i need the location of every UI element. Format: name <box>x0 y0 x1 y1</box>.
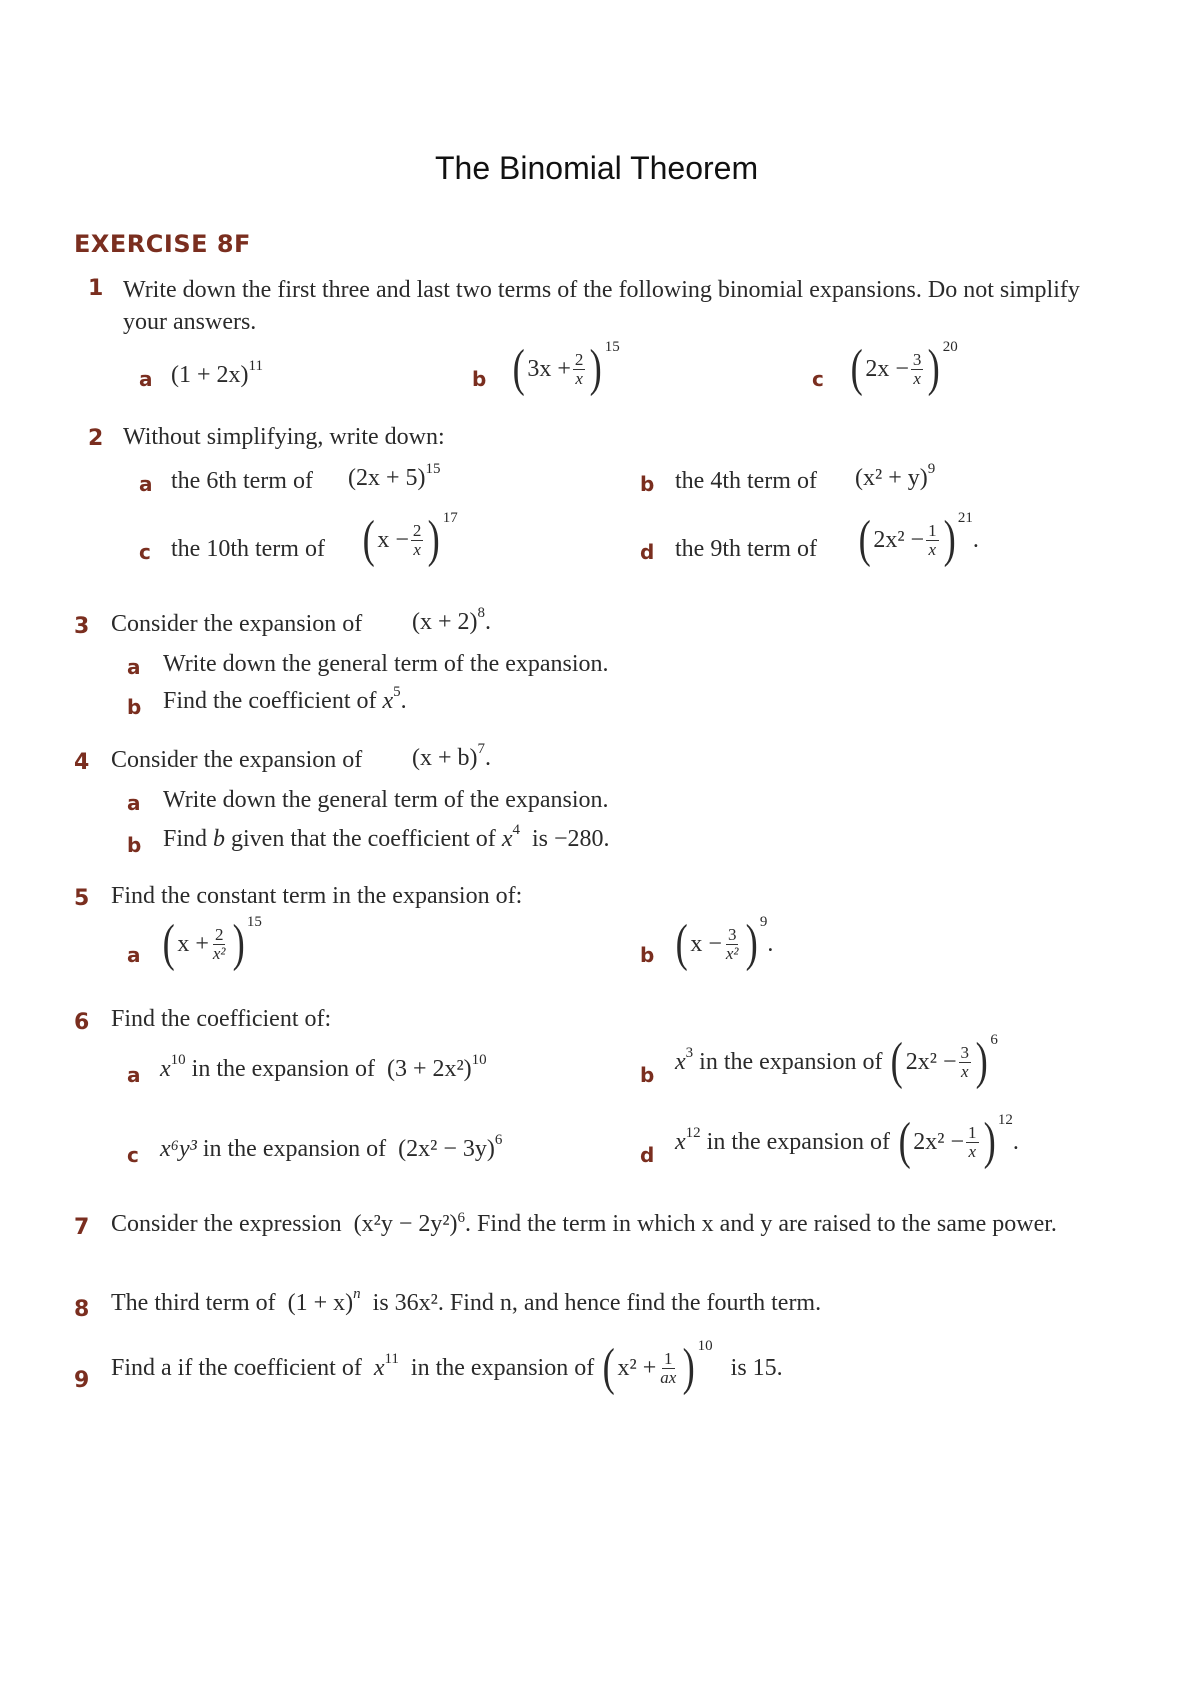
q2a-power: 15 <box>425 461 441 477</box>
q6b-variable-power: 3 <box>685 1044 694 1061</box>
q2d-denominator: x <box>928 539 937 559</box>
q7-text-1: Consider the expression <box>111 1211 342 1237</box>
q4-part-a-text: Write down the general term of the expansion. <box>163 787 609 813</box>
q5b-denominator: x² <box>725 943 739 963</box>
q4b-x: x <box>501 826 513 852</box>
q6-part-c-text <box>160 1132 503 1163</box>
q6d-left: 2x² − <box>913 1128 965 1155</box>
q2-part-d-expression: ( 2x² − $\frac{1}{x}$ ) 21 . <box>858 509 979 568</box>
q1b-left: 3x + <box>527 355 571 382</box>
q3-part-a-label: a <box>127 655 141 679</box>
q6d-numerator: 1 <box>968 1122 977 1142</box>
q2c-left: x − <box>377 526 409 553</box>
q6-part-b-text: x 3 in the expansion of ( 2x² − $\frac{3}{x}$ ) 6 <box>675 1031 998 1090</box>
q2-part-b-expression <box>855 461 936 492</box>
q2c-power: 17 <box>442 509 458 526</box>
q8-base: (1 + x) <box>287 1290 354 1316</box>
question-5-text: Find the constant term in the expansion of: <box>111 883 523 909</box>
question-number-7: 7 <box>74 1215 90 1240</box>
q6a-base: (3 + 2x²) <box>386 1056 472 1082</box>
q3-period: . <box>485 609 492 635</box>
q3-base: (x + 2) <box>412 609 478 635</box>
q2b-power: 9 <box>927 461 936 477</box>
question-number-2: 2 <box>88 426 104 451</box>
q2-part-a-label: a <box>139 472 153 496</box>
question-2-text: Without simplifying, write down: <box>123 424 445 450</box>
q6d-variable: x <box>675 1128 686 1155</box>
page-title: The Binomial Theorem <box>435 150 759 186</box>
q2a-base: (2x + 5) <box>348 465 426 491</box>
q1b-numerator: 2 <box>574 349 584 369</box>
q1c-power: 20 <box>942 338 958 355</box>
q3b-period: . <box>400 688 407 714</box>
q8-text-1: The third term of <box>111 1290 276 1316</box>
q2-part-d-label: d <box>640 540 655 564</box>
q1-part-c-label: c <box>812 367 824 391</box>
q3b-text: Find the coefficient of <box>163 688 377 714</box>
q4-power: 7 <box>477 741 486 757</box>
q5a-numerator: 2 <box>214 924 224 944</box>
q2d-numerator: 1 <box>928 520 937 540</box>
q6c-text: in the expansion of <box>202 1136 387 1162</box>
q4b-text-2: given that the coefficient of <box>231 826 496 852</box>
q1-part-b-label: b <box>472 367 487 391</box>
q5b-numerator: 3 <box>727 924 737 944</box>
q3b-power: 5 <box>393 684 401 700</box>
question-number-1: 1 <box>88 276 104 301</box>
q2-part-a-expression <box>348 461 441 492</box>
q8-text-2: is 36x². Find n, and hence find the fourth term. <box>372 1290 822 1316</box>
question-number-6: 6 <box>74 1010 90 1035</box>
q5-part-b-label: b <box>640 943 655 967</box>
q4-part-b-text <box>163 822 610 853</box>
question-number-3: 3 <box>74 614 90 639</box>
question-number-9: 9 <box>74 1368 90 1393</box>
q6b-text: in the expansion of <box>699 1048 883 1075</box>
q9-variable-power: 11 <box>384 1350 399 1367</box>
question-1-text: Write down the first three and last two terms of the following binomial expansions. Do not simplify your answers. <box>123 277 1080 335</box>
question-7-text <box>111 1207 1121 1244</box>
q1a-base: (1 + 2x) <box>171 362 249 388</box>
q5-part-b-expression: ( x − $\frac{3}{\text{x²}}$ ) 9 . <box>675 913 774 972</box>
q2-part-b-label: b <box>640 472 655 496</box>
question-4-text: Consider the expansion of <box>111 747 363 773</box>
q6d-text: in the expansion of <box>706 1128 890 1155</box>
q6-part-b-label: b <box>640 1063 655 1087</box>
q4-base: (x + b) <box>412 745 478 771</box>
q4-period: . <box>485 745 492 771</box>
q1-part-a-expression <box>171 358 263 389</box>
q4-part-a-label: a <box>127 791 141 815</box>
q6d-denominator: x <box>968 1141 977 1161</box>
q4-expression <box>412 741 492 772</box>
q6b-denominator: x <box>960 1061 969 1081</box>
q5b-left: x − <box>690 930 722 957</box>
question-6-text: Find the coefficient of: <box>111 1006 332 1032</box>
question-number-4: 4 <box>74 750 90 775</box>
q6c-variable: x⁶y³ <box>160 1136 197 1162</box>
q6c-power: 6 <box>494 1132 503 1148</box>
q4b-text-1: Find <box>163 826 208 852</box>
q6a-text: in the expansion of <box>191 1056 375 1082</box>
q6c-base: (2x² − 3y) <box>398 1136 495 1162</box>
q1c-left: 2x − <box>865 355 909 382</box>
q6b-variable: x <box>675 1048 686 1075</box>
q1-part-c-expression: ( 2x − $\frac{3}{x}$ ) 20 <box>850 338 958 397</box>
q2d-period: . <box>972 526 979 553</box>
q6b-left: 2x² − <box>905 1048 957 1075</box>
q5a-power: 15 <box>246 913 262 930</box>
q3-part-b-label: b <box>127 695 142 719</box>
q5b-power: 9 <box>759 913 768 930</box>
exercise-heading: EXERCISE 8F <box>74 230 251 258</box>
q2b-base: (x² + y) <box>855 465 928 491</box>
q6a-power: 10 <box>471 1052 487 1068</box>
question-9-text: Find a if the coefficient of x 11 in the expansion of ( x² + $\frac{1}{ax}$ ) 10 is 15. <box>111 1337 783 1396</box>
q9-text-2: in the expansion of <box>410 1354 595 1381</box>
question-3-text: Consider the expansion of <box>111 611 363 637</box>
q6b-numerator: 3 <box>960 1042 970 1062</box>
q7-text-2: . Find the term in which x and y are raised to the same power. <box>465 1211 1057 1237</box>
q7-base: (x²y − 2y²) <box>353 1211 458 1237</box>
q6d-period: . <box>1012 1128 1019 1155</box>
q6-part-c-label: c <box>127 1143 139 1167</box>
q3-part-b-text <box>163 684 407 715</box>
q5a-denominator: x² <box>212 943 226 963</box>
q9-numerator: 1 <box>664 1348 673 1368</box>
q2-part-c-expression: ( x − $\frac{2}{x}$ ) 17 <box>362 509 458 568</box>
q3-power: 8 <box>477 605 486 621</box>
q6-part-a-text <box>160 1052 487 1083</box>
q3-part-a-text: Write down the general term of the expansion. <box>163 651 609 677</box>
q3-expression <box>412 605 492 636</box>
q4-part-b-label: b <box>127 833 142 857</box>
q6-part-d-text: x 12 in the expansion of ( 2x² − $\frac{1}{x}$ ) 12 . <box>675 1111 1019 1170</box>
q9-text-3: is 15. <box>730 1354 783 1381</box>
q6a-variable: x <box>160 1056 171 1082</box>
q5-part-a-expression: ( x + $\frac{2}{\text{x²}}$ ) 15 <box>162 913 262 972</box>
q2-part-b-text: the 4th term of <box>675 468 817 494</box>
q8-power: n <box>353 1286 361 1302</box>
q1a-power: 11 <box>248 358 263 374</box>
q1b-power: 15 <box>604 338 620 355</box>
q2-part-c-text: the 10th term of <box>171 536 325 562</box>
q6b-power: 6 <box>990 1031 998 1048</box>
q2c-denominator: x <box>413 539 421 559</box>
q2-part-d-text: the 9th term of <box>675 536 817 562</box>
question-number-8: 8 <box>74 1297 90 1322</box>
q2-part-a-text: the 6th term of <box>171 468 313 494</box>
q4b-variable: b <box>213 826 226 852</box>
q9-left: x² + <box>617 1354 657 1381</box>
q9-text-1: Find a if the coefficient of <box>111 1354 362 1381</box>
q4b-power: 4 <box>512 822 520 838</box>
q1-part-b-expression: ( 3x + $\frac{2}{x}$ ) 15 <box>512 338 620 397</box>
question-8-text <box>111 1286 822 1317</box>
q9-denominator: ax <box>660 1367 677 1387</box>
q6a-variable-power: 10 <box>170 1052 186 1068</box>
q1c-numerator: 3 <box>912 349 922 369</box>
q6-part-a-label: a <box>127 1063 141 1087</box>
q2-part-c-label: c <box>139 540 151 564</box>
q3b-variable: x <box>382 688 394 714</box>
q4b-text-3: is −280. <box>531 826 610 852</box>
q6d-power: 12 <box>997 1111 1013 1128</box>
q6-part-d-label: d <box>640 1143 655 1167</box>
q2d-power: 21 <box>957 509 973 526</box>
q5b-period: . <box>767 930 774 957</box>
q6d-variable-power: 12 <box>685 1124 701 1141</box>
q2d-left: 2x² − <box>873 526 925 553</box>
q7-power: 6 <box>457 1210 466 1226</box>
q1b-denominator: x <box>575 368 583 388</box>
q9-power: 10 <box>697 1337 713 1354</box>
question-number-5: 5 <box>74 886 90 911</box>
q1-part-a-label: a <box>139 367 153 391</box>
q1c-denominator: x <box>913 368 921 388</box>
q5a-left: x + <box>177 930 209 957</box>
q5-part-a-label: a <box>127 943 141 967</box>
q2c-numerator: 2 <box>412 520 422 540</box>
q9-variable: x <box>373 1354 385 1381</box>
